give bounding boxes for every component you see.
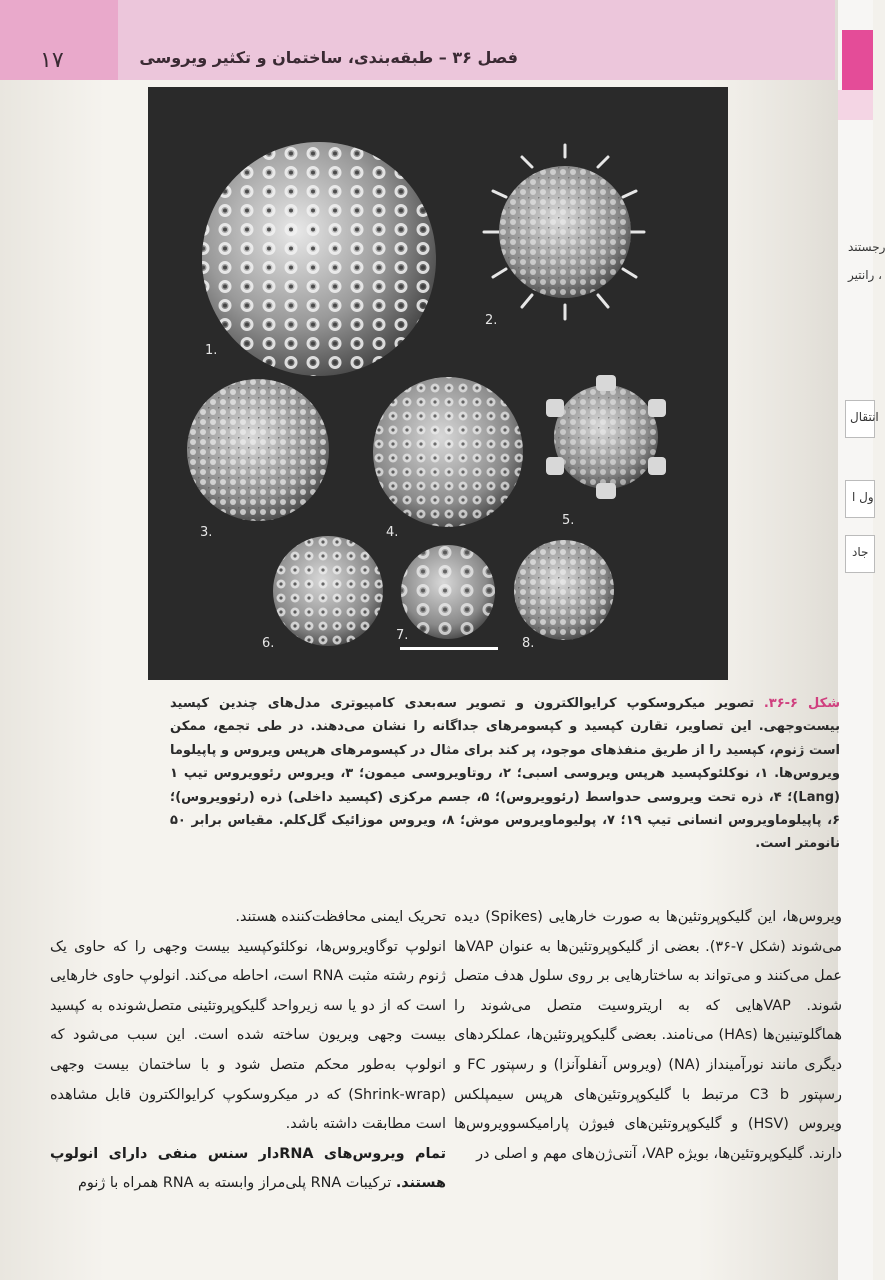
- capsid-label-7: 7.: [396, 628, 409, 643]
- page-number: ۱۷: [40, 48, 64, 73]
- body-paragraph: [50, 1140, 446, 1199]
- page-number-block: [0, 0, 118, 80]
- scale-bar: [400, 647, 498, 650]
- body-paragraph: انولوپ توگاویروس‌ها، نوکلئوکپسید بیست وجهی را که حاوی یک ژنوم رشته مثبت RNA است، احاطه می‌کند. انولوپ حاوی خارهایی است که از دو یا سه زیرواحد گلیکوپروتئینی متصل‌شونده به کپسید بیست وجهی ویریون ساخته شده است. این سبب می‌شود که انولوپ به‌طور محکم متصل شود و با ساختمان بیست وجهی (Shrink-wrap) که در میکروسکوپ کرایوالکترون قابل مشاهده است مطابقت داشته باشد.: [50, 938, 446, 1133]
- figure-caption-label: شکل ۶-۳۶.: [763, 696, 840, 711]
- capsid-label-4: 4.: [386, 525, 399, 540]
- body-paragraph: ویروس‌ها، این گلیکوپروتئین‌ها به صورت خارهایی (Spikes) دیده می‌شوند (شکل ۷-۳۶). بعضی از گلیکوپروتئین‌ها به عنوان VAPها عمل می‌کنند و می‌تواند به ساختارهایی بر روی سلول هدف متصل شوند. VAPهایی که به اریتروسیت متصل می‌شوند را هماگلوتینین‌ها (HAs) می‌نامند. بعضی گلیکوپروتئین‌ها، عملکردهای دیگری مانند نورآمینداز (NA) (ویروس آنفلوآنزا) و رسپتور FC و رسپتور C3 b مرتبط با گلیکوپروتئین‌های هرپس سیمپلکس ویروس (HSV) و گلیکوپروتئین‌های فیوژن پارامیکسوویروس‌ها دارند. گلیکوپروتئین‌ها، بویژه VAP، آنتی‌ژن‌های مهم و اصلی در: [453, 909, 842, 1162]
- capsid-label-8: 8.: [522, 636, 535, 651]
- body-paragraph-rest: ترکیبات RNA پلی‌مراز وابسته به RNA همراه با ژنوم: [78, 1175, 396, 1192]
- bold-statement: تمام ویروس‌های RNAدار سنس منفی دارای انولوپ هستند.: [50, 1145, 446, 1192]
- capsid-4: [373, 377, 523, 527]
- capsid-label-1: 1.: [205, 343, 218, 358]
- capsid-illustrations: [148, 87, 728, 680]
- capsid-label-5: 5.: [562, 513, 575, 528]
- capsid-6: [273, 536, 383, 646]
- body-column-right: [454, 903, 842, 1169]
- next-page-stripe: [838, 90, 873, 120]
- capsid-5: [546, 375, 666, 499]
- capsid-2: [484, 145, 644, 319]
- capsid-label-6: 6.: [262, 636, 275, 651]
- next-page-fragment: رجستند: [848, 240, 885, 254]
- next-page-fragment: جاد: [852, 545, 869, 559]
- figure-caption: [170, 692, 840, 856]
- capsid-1: [202, 142, 436, 376]
- chapter-title: فصل ۳۶ – طبقه‌بندی، ساختمان و تکثیر ویروسی: [139, 48, 518, 67]
- capsid-7: [401, 545, 495, 639]
- capsid-label-3: 3.: [200, 525, 213, 540]
- next-page-edge: [838, 0, 873, 1280]
- virus-capsid-figure: [148, 87, 728, 680]
- next-page-accent-bar: [842, 30, 873, 90]
- body-paragraph: تحریک ایمنی محافظت‌کننده هستند.: [235, 909, 446, 925]
- body-column-left: [50, 903, 446, 1199]
- next-page-fragment: ول ا: [852, 490, 874, 504]
- next-page-fragment: ، رانتیر: [848, 268, 883, 282]
- chapter-header-band: [0, 0, 835, 80]
- next-page-fragment: انتقال: [850, 410, 879, 424]
- capsid-3: [187, 379, 329, 521]
- figure-caption-text: تصویر میکروسکوپ کرایوالکترون و تصویر سه‌بعدی کامپیوتری مدل‌های چندین کپسید بیست‌وجهی. این تصاویر، تقارن کپسید و کپسومرهای جداگانه را نشان می‌دهند. در طی تجمع، ممکن است ژنوم، کپسید را از طریق منفذهای موجود، پر کند برای مثال در کپسومرهای هرپس ویروس و پاپیلوما ویروس‌ها. ۱، نوکلئوکپسید هرپس ویروسی اسبی؛ ۲، روتاویروسی میمون؛ ۳، ویروس رئوویروس تیپ ۱ (Lang)؛ ۴، ذره تحت ویروسی حدواسط (رئوویروس)؛ ۵، جسم مرکزی (کپسید داخلی) ذره (رئوویروس)؛ ۶، پاپیلوماویروس انسانی تیپ ۱۹؛ ۷، پولیوماویروس موش؛ ۸، ویروس موزائیک گل‌کلم. مقیاس برابر ۵۰ نانومتر است.: [170, 696, 841, 852]
- capsid-label-2: 2.: [485, 313, 498, 328]
- capsid-8: [514, 540, 614, 640]
